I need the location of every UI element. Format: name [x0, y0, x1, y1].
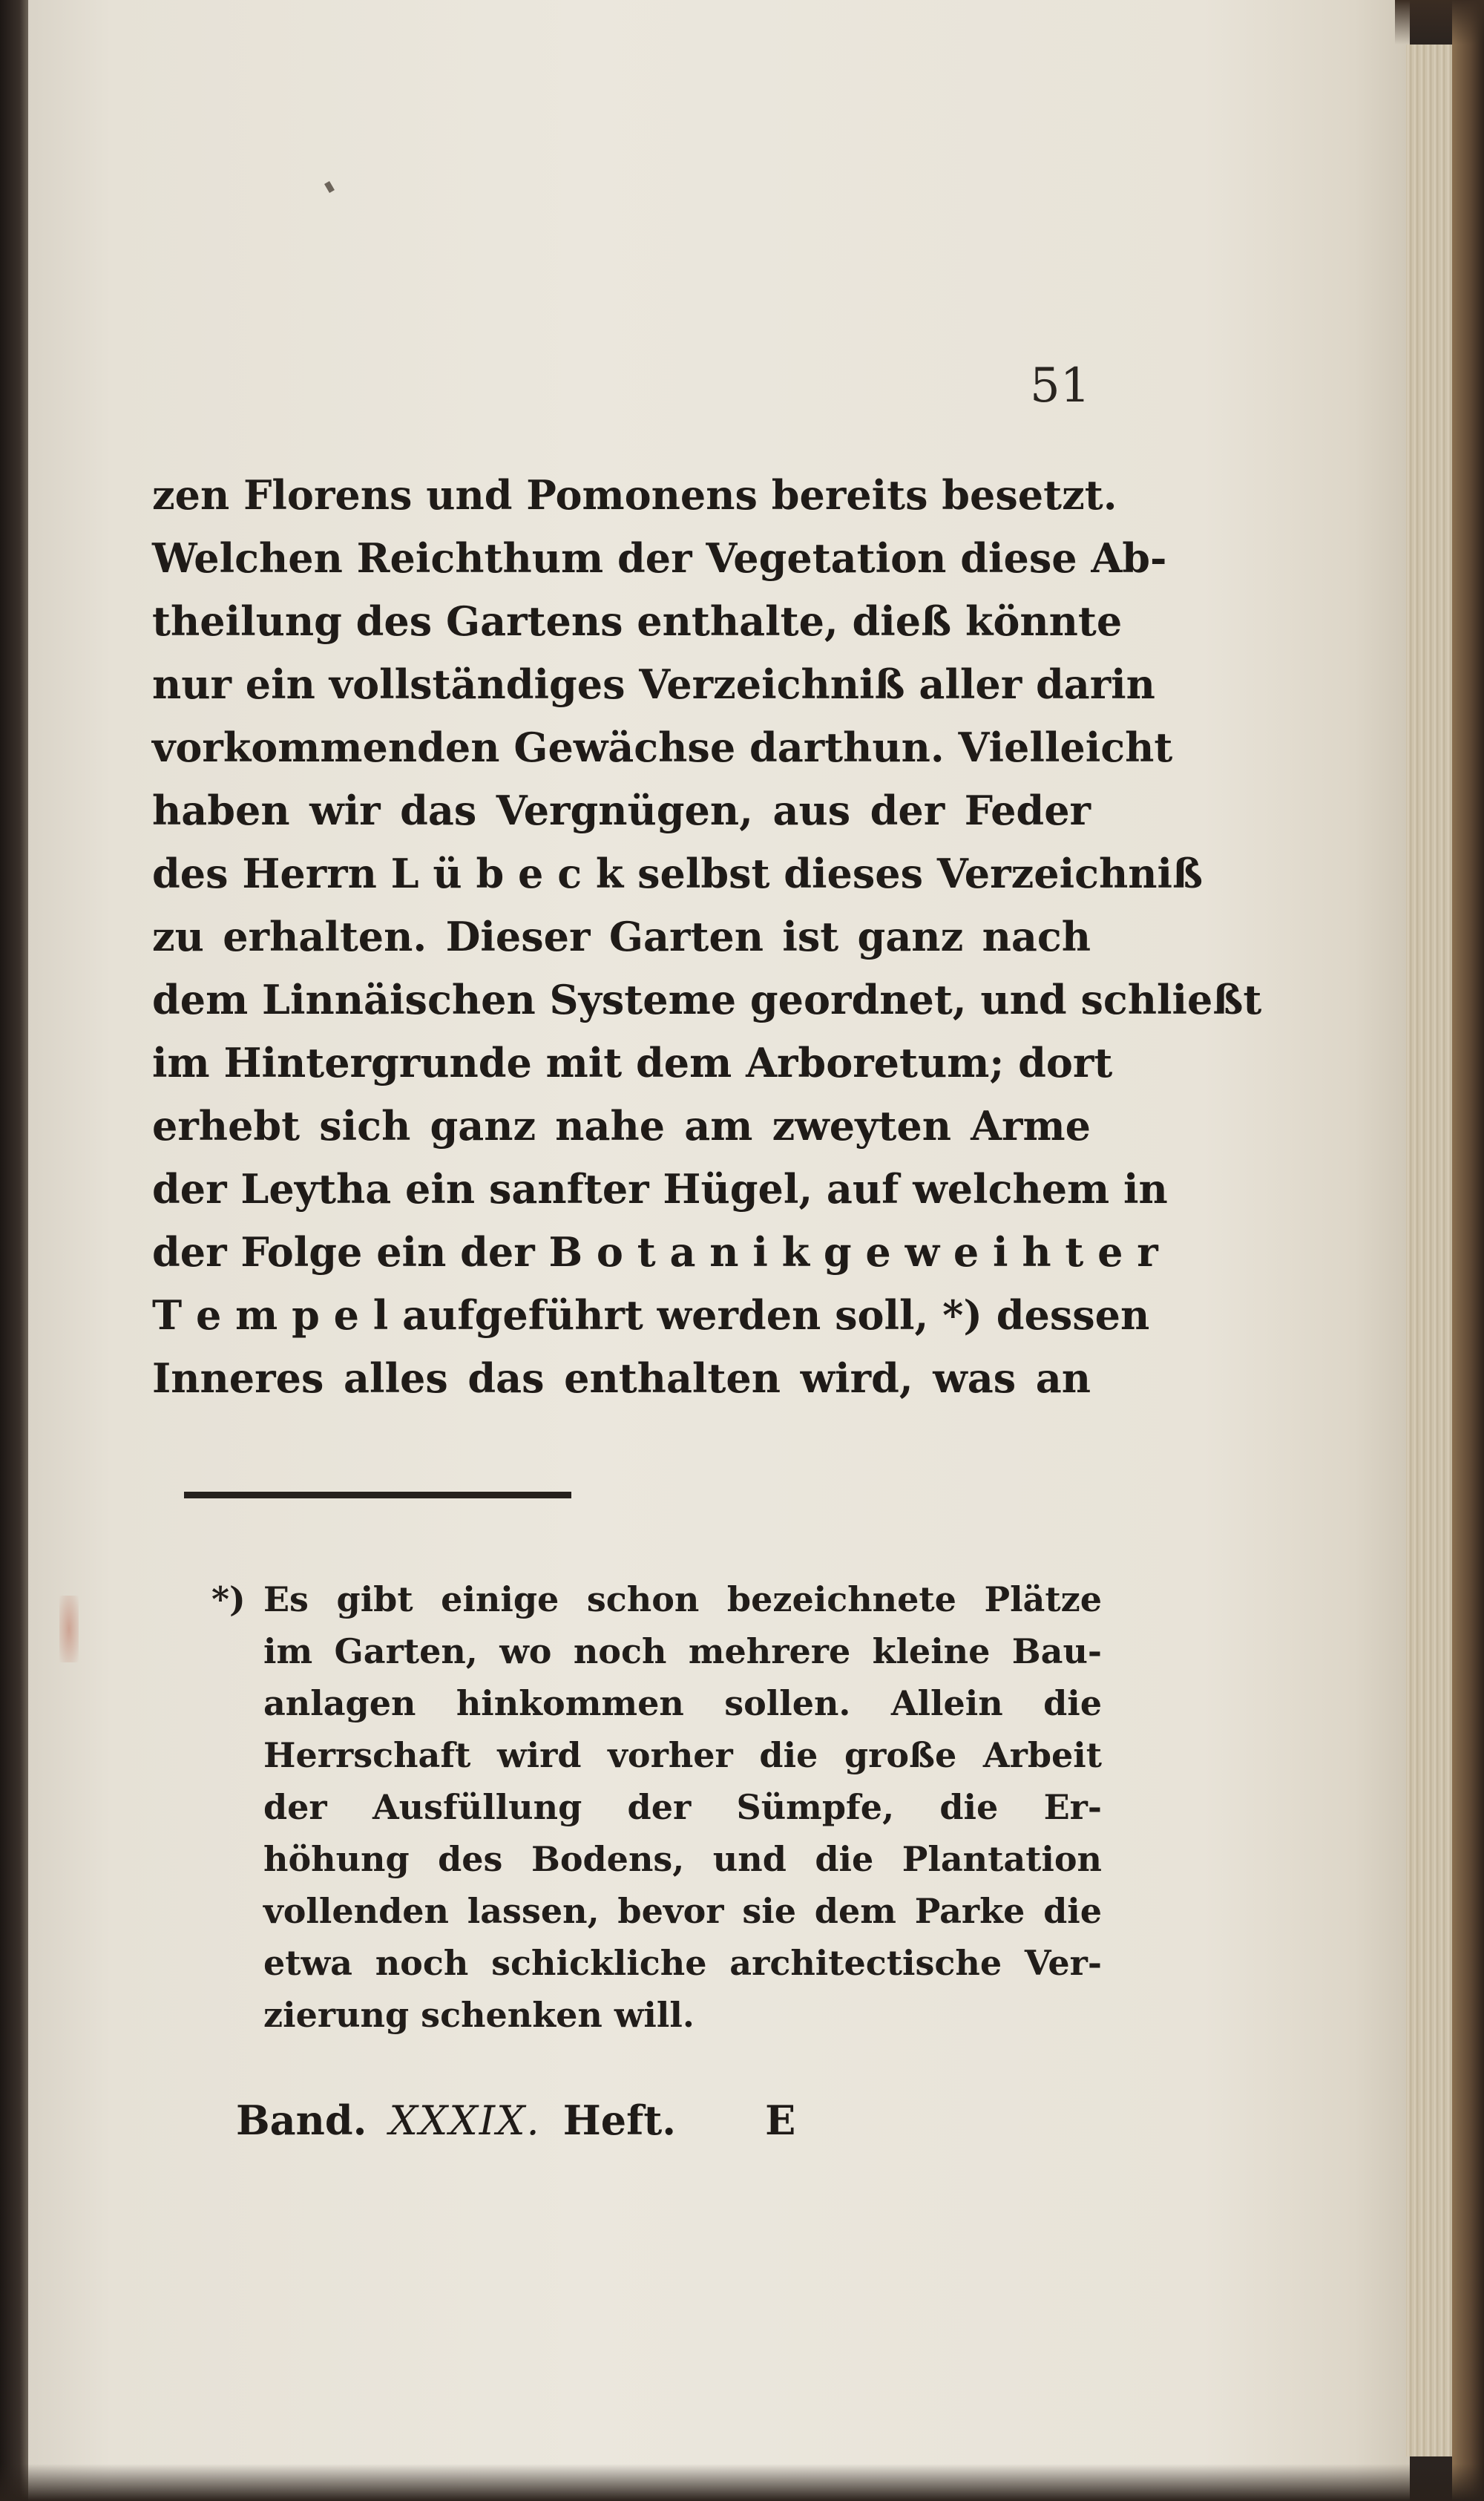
page-edges [1406, 45, 1452, 2456]
footnote-line: Herrschaft wird vorher die große Arbeit [263, 1735, 1102, 1775]
body-line: Inneres alles das enthalten wird, was an [152, 1354, 1091, 1402]
body-line: theilung des Gartens enthalte, dieß könnte [152, 597, 1123, 645]
body-line: der Leytha ein sanfter Hügel, auf welchem in [152, 1165, 1168, 1213]
right-binding [1452, 0, 1484, 2501]
paper-stain [59, 1596, 79, 1662]
body-line: zen Florens und Pomonens bereits besetzt. [152, 471, 1117, 519]
body-line: des Herrn L ü b e c k selbst dieses Verzeichniß [152, 850, 1204, 897]
body-line: nur ein vollständiges Verzeichniß aller darin [152, 661, 1155, 708]
signature-heft: Heft. [562, 2097, 677, 2144]
top-shadow [1395, 0, 1484, 45]
signature-mark: E [765, 2097, 796, 2144]
body-line: haben wir das Vergnügen, aus der Feder [152, 787, 1091, 834]
body-line: dem Linnäischen Systeme geordnet, und schließt [152, 976, 1262, 1023]
footnote-line: der Ausfüllung der Sümpfe, die Er- [263, 1787, 1102, 1827]
page-number: 51 [1030, 358, 1091, 413]
body-line: erhebt sich ganz nahe am zweyten Arme [152, 1102, 1091, 1150]
body-line: vorkommenden Gewächse darthun. Vielleicht [152, 724, 1173, 771]
bottom-shadow [0, 2464, 1484, 2501]
footnote-rule [184, 1492, 571, 1498]
footnote-line: höhung des Bodens, und die Plantation [263, 1839, 1102, 1879]
footnote-line: zierung schenken will. [263, 1995, 695, 2035]
footnote-line: anlagen hinkommen sollen. Allein die [263, 1683, 1102, 1723]
signature-line [236, 2087, 795, 2154]
footnote-line: etwa noch schickliche architectische Ver- [263, 1943, 1102, 1983]
body-line: der Folge ein der B o t a n i k g e w e i h t e r [152, 1228, 1158, 1276]
left-binding [0, 0, 28, 2501]
signature-band: Band. [236, 2097, 367, 2144]
body-line: T e m p e l aufgeführt werden soll, *) dessen [152, 1291, 1150, 1339]
body-line: zu erhalten. Dieser Garten ist ganz nach [152, 913, 1091, 960]
footnote-line: im Garten, wo noch mehrere kleine Bau- [263, 1631, 1102, 1671]
body-line: im Hintergrunde mit dem Arboretum; dort [152, 1039, 1113, 1086]
footnote-line: Es gibt einige schon bezeichnete Plätze [263, 1579, 1102, 1619]
footnote-line: vollenden lassen, bevor sie dem Parke die [263, 1891, 1102, 1931]
body-line: Welchen Reichthum der Vegetation diese Ab- [152, 534, 1167, 582]
signature-volume: XXXIX. [389, 2097, 541, 2144]
footnote-marker: *) [211, 1579, 246, 1619]
